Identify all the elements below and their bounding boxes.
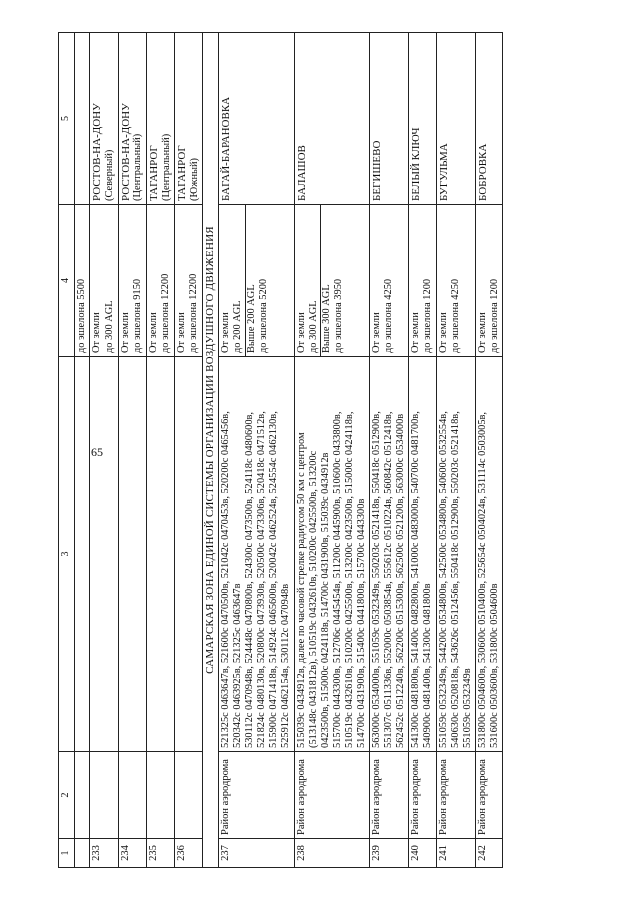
row-type: Район аэродрома [294, 752, 369, 839]
aerodrome-name-cell [146, 33, 174, 205]
row-number: 239 [369, 839, 408, 868]
row-type: Район аэродрома [219, 752, 294, 839]
column-header-3: 3 [59, 357, 75, 752]
coordinate-line: 515039с 0434912в, далее по часовой стрелке радиусом 50 км с центром [295, 432, 307, 748]
coordinates-cell [369, 357, 408, 752]
limit-segment [477, 208, 502, 353]
vertical-limits-cell [294, 205, 369, 357]
table-row [174, 33, 202, 868]
zone-title-row [203, 33, 219, 868]
limit-segment [120, 208, 145, 353]
column-header-2: 2 [59, 752, 75, 839]
airspace-table [58, 32, 503, 868]
limit-line: до эшелона 4250 [383, 278, 395, 353]
limit-segment [438, 208, 463, 353]
column-header-5: 5 [59, 33, 75, 205]
coordinate-line: 563000с 0534000в, 551059с 0532349в, 550203с 0521418в, 550418с 0512900в, [370, 411, 382, 748]
aerodrome-name: БАГАЙ-БАРАНОВКА [219, 33, 294, 205]
row-type-cell [174, 752, 202, 839]
limit-line: до эшелона 5500 [76, 278, 87, 353]
aerodrome-name-line: (Северный) [104, 149, 116, 201]
aerodrome-name-line: ТАГАНРОГ [147, 145, 160, 201]
table-row [475, 33, 503, 868]
coordinates-cell [294, 357, 369, 752]
row-type-cell [90, 752, 118, 839]
row-number: 240 [409, 839, 437, 868]
aerodrome-name: БЕГИШЕВО [369, 33, 408, 205]
limit-segment [320, 205, 346, 356]
limit-line: От земли [437, 312, 449, 353]
aerodrome-name: БАЛАШОВ [294, 33, 369, 205]
row-number [75, 839, 90, 868]
coordinate-line: 515700с 0443300в, 512706с 0445454в, 511200с 0445900в, 510600с 0433800в, [331, 411, 343, 748]
table-row [294, 33, 369, 868]
aerodrome-name: БЕЛЫЙ КЛЮЧ [409, 33, 437, 205]
vertical-limits-cell [369, 205, 408, 357]
coordinate-line: 531600с 0503600в, 531800с 0504600в [488, 583, 500, 748]
aerodrome-name-cell [118, 33, 146, 205]
vertical-limits-cell [174, 205, 202, 357]
coordinate-line: 551059с 0532349в [461, 668, 473, 748]
coordinates-cell [475, 357, 503, 752]
airspace-table-body [59, 33, 503, 868]
table-row [436, 33, 475, 868]
limit-line: до 200 AGL [232, 300, 244, 353]
coordinate-line: 530112с 0470948в, 524448с 0470800в, 524300с 0473500в, 524118с 0480600в, [244, 411, 256, 748]
aerodrome-name: БОБРОВКА [475, 33, 503, 205]
limit-line: От земли [410, 312, 422, 353]
zone-title: САМАРСКАЯ ЗОНА ЕДИНОЙ СИСТЕМЫ ОРГАНИЗАЦИИ ВОЗДУШНОГО ДВИЖЕНИЯ [203, 33, 219, 868]
aerodrome-name-cell [174, 33, 202, 205]
vertical-limits-cell [436, 205, 475, 357]
limit-line: Выше 200 AGL [245, 284, 257, 353]
row-type: Район аэродрома [409, 752, 437, 839]
coordinate-line: 514700с 0431900в, 515400с 0441800в, 515700с 0443300в [355, 498, 367, 748]
coordinate-line: 515900с 0471418в, 514924с 0465600в, 520042с 0462524в, 524554с 0462130в, [268, 411, 280, 748]
limit-segment [296, 208, 321, 353]
limit-line: до эшелона 1200 [422, 278, 434, 353]
row-number: 235 [146, 839, 174, 868]
table-row [118, 33, 146, 868]
limit-line: до эшелона 9150 [131, 278, 143, 353]
coordinate-line: 525912с 0462154в, 530112с 0470948в [280, 583, 292, 748]
row-number: 234 [118, 839, 146, 868]
aerodrome-name-cell [90, 33, 118, 205]
limit-line: до 300 AGL [307, 300, 319, 353]
row-coords-cell [75, 357, 90, 752]
vertical-limits-cell [75, 205, 90, 357]
table-row [369, 33, 408, 868]
row-number: 242 [475, 839, 503, 868]
column-header-1: 1 [59, 839, 75, 868]
coordinate-line: 540630с 0520818в, 543626с 0512456в, 550418с 0512900в, 550203с 0521418в, [449, 411, 461, 748]
coordinate-line: 540900с 0481400в, 541300с 0481800в [422, 583, 434, 748]
limit-line: до эшелона 5200 [257, 278, 269, 353]
limit-segment [245, 205, 271, 356]
coordinate-line: 551059с 0532349в, 544200с 0534800в, 542500с 0534800в, 540600с 0532554в, [437, 411, 449, 748]
aerodrome-name-cell [75, 33, 90, 205]
row-type-cell [75, 752, 90, 839]
limit-segment [76, 208, 88, 353]
limit-line: до эшелона 1200 [489, 278, 501, 353]
row-type: Район аэродрома [369, 752, 408, 839]
limit-line: Выше 300 AGL [321, 284, 333, 353]
table-row [90, 33, 118, 868]
vertical-limits-cell [219, 205, 294, 357]
limit-line: От земли [91, 312, 103, 353]
row-type: Район аэродрома [475, 752, 503, 839]
limit-segment [371, 208, 396, 353]
limit-line: От земли [476, 312, 488, 353]
table-row [409, 33, 437, 868]
limit-line: От земли [370, 312, 382, 353]
row-number: 233 [90, 839, 118, 868]
row-type-cell [118, 752, 146, 839]
column-header-4: 4 [59, 205, 75, 357]
aerodrome-name-line: РОСТОВ-НА-ДОНУ [91, 103, 104, 201]
coordinates-cell [436, 357, 475, 752]
row-type-cell [146, 752, 174, 839]
limit-line: до эшелона 3950 [333, 278, 345, 353]
coordinate-line: 541300с 0481800в, 541400с 0482800в, 541000с 0483000в, 540700с 0481700в, [410, 411, 422, 748]
limit-segment [91, 208, 116, 353]
row-coords-cell [146, 357, 174, 752]
coordinates-cell [409, 357, 437, 752]
coordinate-line: 520342с 0463925в, 521325с 0463647в [232, 583, 244, 748]
limit-line: От земли [220, 312, 232, 353]
aerodrome-name-line: (Центральный) [132, 133, 144, 201]
limit-line: От земли [119, 312, 131, 353]
limit-segment [410, 208, 435, 353]
vertical-limits-cell [90, 205, 118, 357]
column-header-row [59, 33, 75, 868]
limit-line: до эшелона 12200 [188, 273, 200, 353]
aerodrome-name: БУГУЛЬМА [436, 33, 475, 205]
limit-line: От земли [147, 312, 159, 353]
coordinate-line: (513148с 0431812в), 510519с 0432610в, 510200с 0425500в, 513200с [307, 450, 319, 748]
limit-line: От земли [295, 312, 307, 353]
page-number: 65 [91, 445, 103, 459]
limit-line: От земли [175, 312, 187, 353]
rotated-page-content [58, 33, 603, 868]
aerodrome-name-line: (Южный) [188, 157, 200, 201]
row-type: Район аэродрома [436, 752, 475, 839]
table-row [146, 33, 174, 868]
row-coords-cell [90, 357, 118, 752]
row-number: 237 [219, 839, 294, 868]
table-row [219, 33, 294, 868]
coordinate-line: 551307с 0511336в, 552000с 0503854в, 555612с 0510224в, 560842с 0512418в, [382, 411, 394, 748]
coordinate-line: 531800с 0504600в, 530600с 0510400в, 525654с 0504024в, 531114с 0503005в, [476, 411, 488, 748]
coordinates-cell [219, 357, 294, 752]
vertical-limits-cell [409, 205, 437, 357]
aerodrome-name-line: ТАГАНРОГ [175, 145, 188, 201]
vertical-limits-cell [146, 205, 174, 357]
row-number: 236 [174, 839, 202, 868]
vertical-limits-cell [118, 205, 146, 357]
limit-line: до эшелона 4250 [449, 278, 461, 353]
limit-line: до 300 AGL [103, 300, 115, 353]
coordinate-line: 521325с 0463647в, 521600с 0470500в, 521042с 0470453в, 520200с 0465456в, [220, 411, 232, 748]
row-number: 238 [294, 839, 369, 868]
row-coords-cell [118, 357, 146, 752]
coordinate-line: 562452с 0512240в, 562200с 0515300в, 562500с 0521200в, 563000с 0534000в [395, 413, 407, 748]
row-number: 241 [436, 839, 475, 868]
coordinate-line: 0423500в, 515000с 0424118в, 514700с 0431900в, 515039с 0434912в [319, 452, 331, 748]
coordinate-line: 521824с 0480130в, 520800с 0473930в, 520500с 0473306в, 520418с 0471512в, [256, 411, 268, 748]
aerodrome-name-line: (Центральный) [160, 133, 172, 201]
limit-segment [176, 208, 201, 353]
table-row [75, 33, 90, 868]
limit-segment [220, 208, 245, 353]
vertical-limits-cell [475, 205, 503, 357]
limit-segment [148, 208, 173, 353]
row-coords-cell [174, 357, 202, 752]
coordinate-line: 510519с 0432610в, 510200с 0425500в, 513200с 0423500в, 515000с 0424118в, [343, 411, 355, 748]
limit-line: до эшелона 12200 [160, 273, 171, 353]
aerodrome-name-line: РОСТОВ-НА-ДОНУ [119, 103, 132, 201]
